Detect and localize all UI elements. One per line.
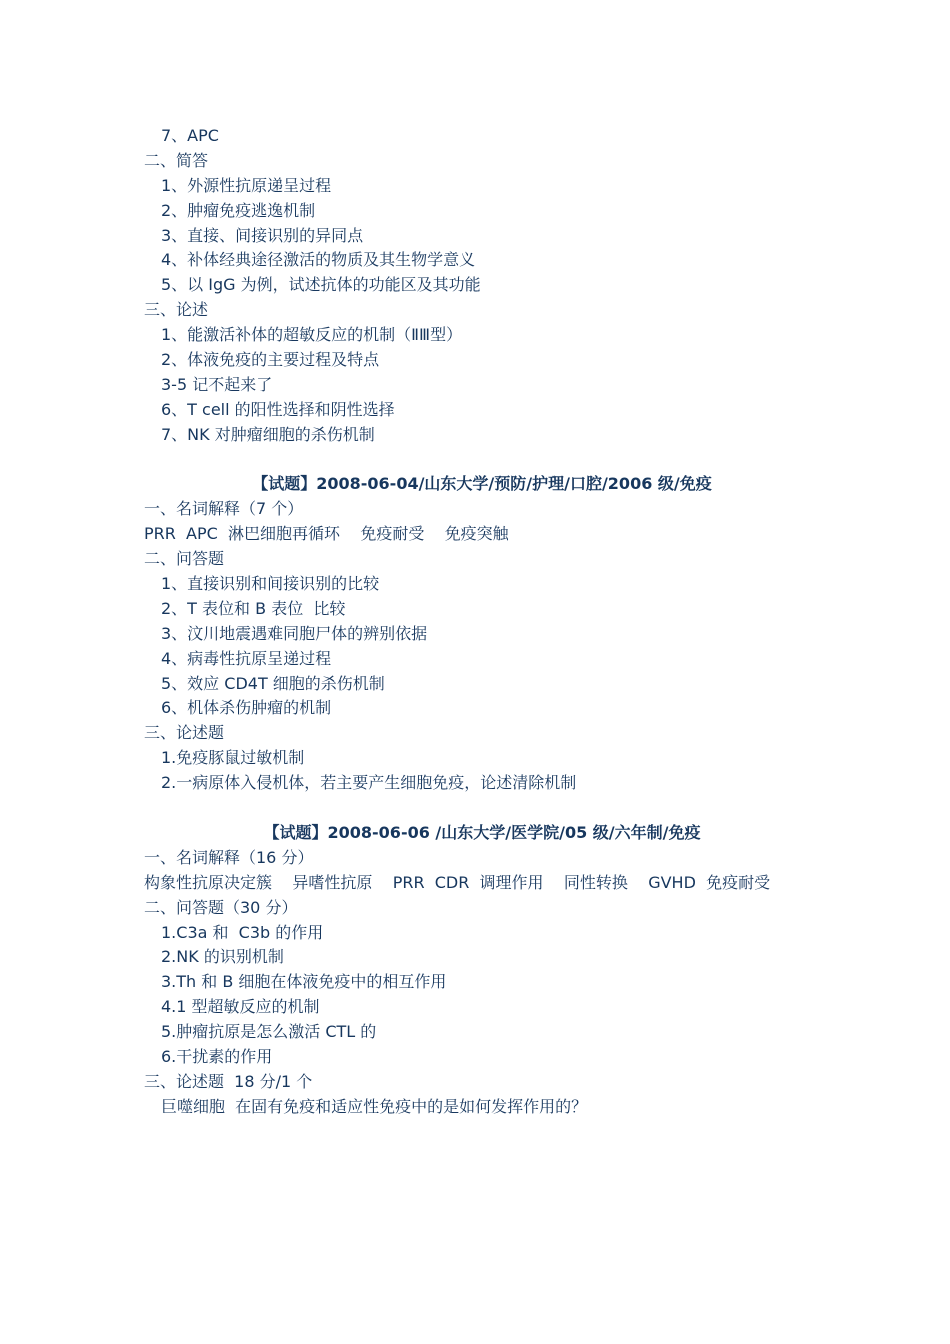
- question-item: 3-5 记不起来了: [161, 374, 273, 394]
- question-item: 6、机体杀伤肿瘤的机制: [161, 698, 332, 718]
- question-item: 3、汶川地震遇难同胞尸体的辨别依据: [161, 623, 428, 643]
- section-heading: 二、简答: [144, 150, 209, 170]
- question-item: 1、能激活补体的超敏反应的机制（ⅡⅢ型）: [161, 325, 463, 345]
- question-item: 6.干扰素的作用: [161, 1046, 273, 1066]
- question-item: 巨噬细胞 在固有免疫和适应性免疫中的是如何发挥作用的？: [161, 1096, 588, 1116]
- blank-line: [0, 448, 950, 473]
- question-item: 2.一病原体入侵机体，若主要产生细胞免疫，论述清除机制: [161, 773, 577, 793]
- term-list: PRR APC 淋巴细胞再循环 免疫耐受 免疫突触: [144, 524, 509, 544]
- question-item: 1、外源性抗原递呈过程: [161, 175, 332, 195]
- question-item: 6、T cell 的阳性选择和阴性选择: [161, 399, 395, 419]
- question-item: 2、T 表位和 B 表位 比较: [161, 598, 346, 618]
- section-heading: 三、论述: [144, 300, 209, 320]
- exam-title-text: 【试题】2008-06-06 /山东大学/医学院/05 级/六年制/免疫: [263, 822, 701, 842]
- question-item: 7、APC: [161, 126, 219, 145]
- question-item: 2、体液免疫的主要过程及特点: [161, 350, 380, 370]
- question-item: 5、以 IgG 为例，试述抗体的功能区及其功能: [161, 275, 481, 295]
- blank-line: [0, 796, 950, 821]
- question-item: 2.NK 的识别机制: [161, 947, 284, 967]
- question-item: 5.肿瘤抗原是怎么激活 CTL 的: [161, 1022, 377, 1042]
- question-item: 7、NK 对肿瘤细胞的杀伤机制: [161, 424, 375, 444]
- question-item: 4、病毒性抗原呈递过程: [161, 648, 332, 668]
- exam-title-text: 【试题】2008-06-04/山东大学/预防/护理/口腔/2006 级/免疫: [252, 474, 712, 494]
- question-item: 1、直接识别和间接识别的比较: [161, 574, 380, 594]
- section-heading: 三、论述题: [144, 723, 225, 743]
- section-heading: 三、论述题 18 分/1 个: [144, 1071, 313, 1091]
- section-heading: 二、问答题（30 分）: [144, 897, 298, 917]
- section-heading: 一、名词解释（16 分）: [144, 847, 314, 867]
- question-item: 1.C3a 和 C3b 的作用: [161, 922, 324, 942]
- question-item: 4.1 型超敏反应的机制: [161, 997, 320, 1017]
- question-item: 3.Th 和 B 细胞在体液免疫中的相互作用: [161, 972, 447, 992]
- document-body: [0, 124, 950, 1120]
- section-heading: 二、问答题: [144, 549, 225, 569]
- term-list: 构象性抗原决定簇 异嗜性抗原 PRR CDR 调理作用 同性转换 GVHD 免疫耐受: [144, 872, 771, 892]
- question-item: 3、直接、间接识别的异同点: [161, 225, 364, 245]
- exam-title: [0, 821, 950, 846]
- section-heading: 一、名词解释（7 个）: [144, 499, 304, 519]
- question-item: 1.免疫豚鼠过敏机制: [161, 748, 305, 768]
- question-item: 4、补体经典途径激活的物质及其生物学意义: [161, 250, 476, 270]
- question-item: 2、肿瘤免疫逃逸机制: [161, 200, 316, 220]
- exam-title: [0, 472, 950, 497]
- question-item: 5、效应 CD4T 细胞的杀伤机制: [161, 673, 385, 693]
